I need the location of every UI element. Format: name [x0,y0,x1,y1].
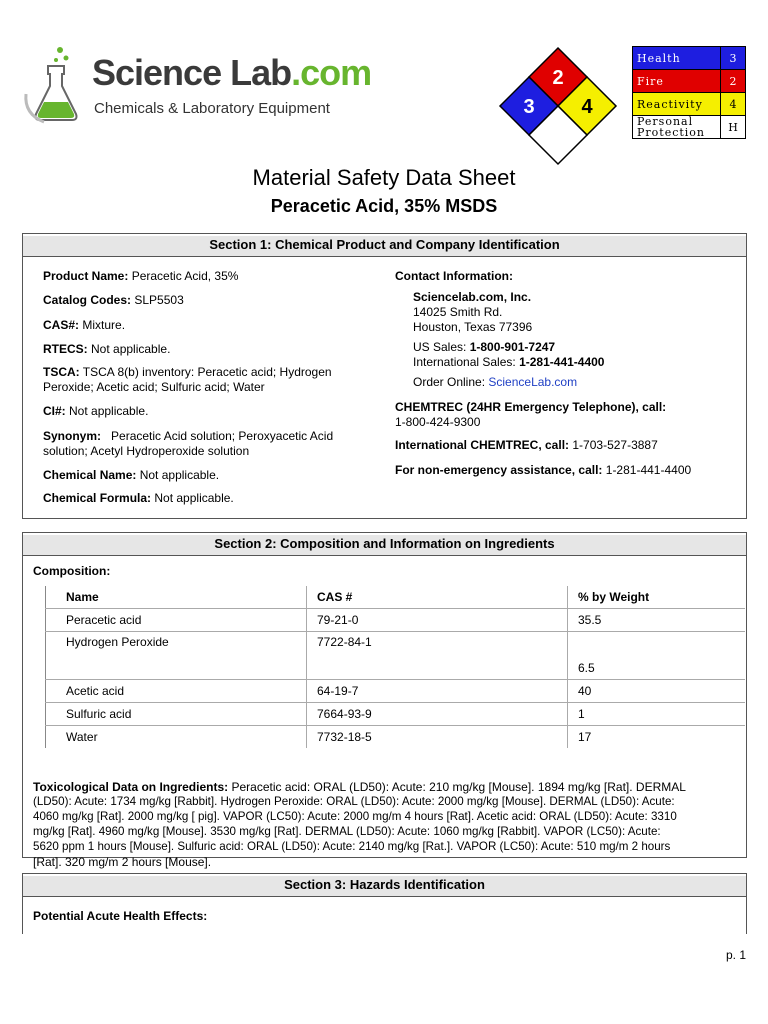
product-name-value: Peracetic Acid, 35% [131,269,239,283]
hmis-protection-label-2: Protection [637,126,706,139]
catalog-value: SLP5503 [134,293,184,307]
synonym-label: Synonym: [43,429,102,443]
hmis-fire-label: Fire [633,70,721,93]
tox-line-1 [33,780,686,794]
chemtrec-value: 1-800-424-9300 [395,415,481,429]
hmis-row-protection [633,116,746,139]
address-line-2: Houston, Texas 77396 [413,320,533,334]
nonemergency-value: 1-281-441-4400 [605,463,692,477]
hmis-row-health [633,47,746,70]
tox-line-2: (LD50): Acute: 1734 mg/kg [Rabbit]. Hydrogen Peroxide: ORAL (LD50): Acute: 2000 mg/kg [Mouse]. DERMAL (LD50): Acute: [33,795,675,808]
us-sales-value: 1-800-901-7247 [469,340,556,354]
chem-name-label: Chemical Name: [43,468,137,482]
table-row [46,703,746,726]
ci-value: Not applicable. [69,404,149,418]
section-3 [22,873,747,934]
ingredient-cas: 7732-18-5 [307,726,568,749]
cas-row [43,318,125,332]
hmis-reactivity-value: 4 [721,93,746,116]
order-online-link[interactable]: ScienceLab.com [488,375,578,389]
composition-table [45,586,745,748]
section-3-heading: Section 3: Hazards Identification [23,874,746,897]
product-name-row [43,269,238,283]
logo-wordmark [92,52,371,94]
order-online-label: Order Online: [413,375,486,389]
rtecs-label: RTECS: [43,342,88,356]
ingredient-cas: 7664-93-9 [307,703,568,726]
table-row [46,726,746,749]
ingredient-weight: 1 [568,703,746,726]
nonemergency-label: For non-emergency assistance, call: [395,463,603,477]
chem-formula-row [43,491,234,505]
ingredient-weight: 35.5 [568,609,746,632]
hmis-row-reactivity [633,93,746,116]
col-cas-header: CAS # [307,586,568,609]
page-subtitle: Peracetic Acid, 35% MSDS [270,196,498,216]
ingredient-weight: 6.5 [568,632,746,680]
synonym-value-1: Peracetic Acid solution; Peroxyacetic Acid [111,429,334,443]
order-online-row [413,375,577,389]
tox-text-1: Peracetic acid: ORAL (LD50): Acute: 210 mg/kg [Mouse]. 1894 mg/kg [Rat]. DERMAL [231,780,686,794]
col-weight-header: % by Weight [568,586,746,609]
cas-label: CAS#: [43,318,80,332]
tox-label: Toxicological Data on Ingredients: [33,780,229,794]
synonym-row [43,429,333,443]
cas-value: Mixture. [82,318,126,332]
hmis-table [632,46,746,139]
ingredient-cas: 79-21-0 [307,609,568,632]
ingredient-name: Acetic acid [46,680,307,703]
hmis-health-value: 3 [721,47,746,70]
ingredient-weight: 40 [568,680,746,703]
page-title: Material Safety Data Sheet [252,165,516,190]
tox-line-5: 5620 ppm 1 hours [Mouse]. Sulfuric acid: ORAL (LD50): Acute: 2140 mg/kg [Rat.]. VAPOR (LC50): Acute: 510 mg/m 2 hours [33,840,671,853]
chem-name-value: Not applicable. [139,468,220,482]
flask-icon [20,44,88,124]
address-line-1: 14025 Smith Rd. [413,305,503,319]
chem-formula-value: Not applicable. [154,491,234,505]
hmis-row-fire [633,70,746,93]
table-row [46,632,746,680]
ingredient-name: Peracetic acid [46,609,307,632]
intl-chemtrec-value: 1-703-527-3887 [572,438,658,452]
rtecs-row [43,342,170,356]
sciencelab-logo [20,44,372,124]
tsca-row [43,365,332,379]
intl-sales-row [413,355,604,369]
logo-tagline: Chemicals & Laboratory Equipment [94,100,330,117]
nfpa-fire-value: 2 [552,67,564,89]
tox-line-4: mg/kg [Rat]. 4960 mg/kg [Mouse]. 3530 mg/kg [Rat]. DERMAL (LD50): Acute: 1060 mg/kg [Rabbit]. VAPOR (LC50): Acute: [33,825,661,838]
hmis-health-label: Health [633,47,721,70]
nfpa-reactivity-value: 4 [581,96,593,118]
composition-label: Composition: [33,564,111,578]
ingredient-cas: 64-19-7 [307,680,568,703]
section-2 [22,532,747,869]
hmis-protection-label-1: Personal [637,115,694,128]
hmis-fire-value: 2 [721,70,746,93]
ingredient-name: Sulfuric acid [46,703,307,726]
us-sales-label: US Sales: [413,340,467,354]
section-2-heading: Section 2: Composition and Information on Ingredients [23,533,746,556]
tsca-value-2: Peroxide; Acetic acid; Sulfuric acid; Water [43,380,265,394]
composition-header-row [46,586,746,609]
ingredient-weight: 17 [568,726,746,749]
chem-name-row [43,468,219,482]
hmis-reactivity-label: Reactivity [633,93,721,116]
chemtrec-label: CHEMTREC (24HR Emergency Telephone), call: [395,400,667,414]
nfpa-diamond [498,46,618,166]
table-row [46,609,746,632]
tsca-value-1: TSCA 8(b) inventory: Peracetic acid; Hydrogen [82,365,332,379]
product-name-label: Product Name: [43,269,129,283]
intl-sales-value: 1-281-441-4400 [519,355,605,369]
intl-chemtrec-label: International CHEMTREC, call: [395,438,570,452]
catalog-label: Catalog Codes: [43,293,132,307]
section-1 [22,233,747,519]
intl-sales-label: International Sales: [413,355,516,369]
hmis-protection-label [633,116,721,139]
ci-row [43,404,148,418]
tox-line-6: [Rat]. 320 mg/m 2 hours [Mouse]. [33,855,212,869]
nfpa-health-value: 3 [523,96,535,118]
tox-line-3: 4060 mg/kg [Rat]. 2000 mg/kg [ pig]. VAPOR (LC50): Acute: 2000 mg/m 4 hours [Rat]. Acetic acid: ORAL (LD50): Acute: 3310 [33,810,677,823]
hmis-protection-value: H [721,116,746,139]
ingredient-name: Hydrogen Peroxide [46,632,307,680]
tsca-label: TSCA: [43,365,80,379]
intl-chemtrec-row [395,438,658,452]
synonym-value-2: solution; Acetyl Hydroperoxide solution [43,444,250,458]
table-row [46,680,746,703]
section-1-heading: Section 1: Chemical Product and Company Identification [23,234,746,257]
chem-formula-label: Chemical Formula: [43,491,152,505]
ingredient-cas: 7722-84-1 [307,632,568,680]
col-name-header: Name [46,586,307,609]
logo-brand: Science Lab [92,52,292,93]
logo-dot-suffix: .com [291,52,372,93]
company-name: Sciencelab.com, Inc. [413,290,532,304]
catalog-row [43,293,184,307]
ci-label: CI#: [43,404,66,418]
us-sales-row [413,340,555,354]
ingredient-name: Water [46,726,307,749]
nonemergency-row [395,463,691,477]
rtecs-value: Not applicable. [91,342,171,356]
page-number: p. 1 [725,948,746,962]
acute-health-label: Potential Acute Health Effects: [33,909,208,923]
contact-label: Contact Information: [395,269,513,283]
